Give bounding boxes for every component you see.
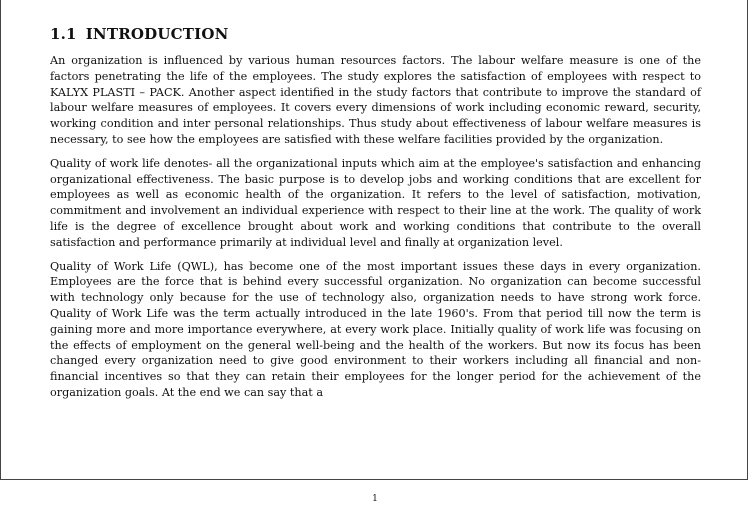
paragraph-qwl-importance: Quality of Work Life (QWL), has become one of the most important issues these days in every organization. Employees are the force that is behind every successful organization. No organization can become successful with technology only because for the use of technology also, organization needs to have strong work force. Quality of Work Life was the term actually introduced in the late 1960's. From that period till now the term is gaining more and more importance everywhere, at every work place. Initially quality of work life was focusing on the effects of employment on the general well-being and the health of the workers. But now its focus has been changed every organization need to give good environment to their workers including all financial and non- financial incentives so that they can retain their employees for the longer period for the achievement of the organization goals. At the end we can say that a	[50, 259, 701, 399]
section-title: INTRODUCTION	[85, 25, 229, 43]
section-number: 1.1	[50, 25, 77, 43]
paragraph-quality-of-work-life: Quality of work life denotes- all the organizational inputs which aim at the employee's satisfaction and enhancing organizational effectiveness. The basic purpose is to develop jobs and working conditions that are excellent for employees as well as economic health of the organization. It refers to the level of satisfaction, motivation, commitment and involvement an individual experience with respect to their line at the work. The quality of work life is the degree of excellence brought about work and working conditions that contribute to the overall satisfaction and performance primarily at individual level and finally at organization level.	[50, 156, 701, 249]
page-number: 1	[372, 494, 378, 504]
page-content	[50, 25, 701, 409]
paragraph-welfare: An organization is influenced by various human resources factors. The labour welfare measure is one of the factors penetrating the life of the employees. The study explores the satisfaction of employees with respect to KALYX PLASTI – PACK. Another aspect identified in the study factors that contribute to improve the standard of labour welfare measures of employees. It covers every dimensions of work including economic reward, security, working condition and inter personal relationships. Thus study about effectiveness of labour welfare measures is necessary, to see how the employees are satisfied with these welfare facilities provided by the organization.	[50, 54, 701, 146]
section-heading	[50, 25, 701, 43]
